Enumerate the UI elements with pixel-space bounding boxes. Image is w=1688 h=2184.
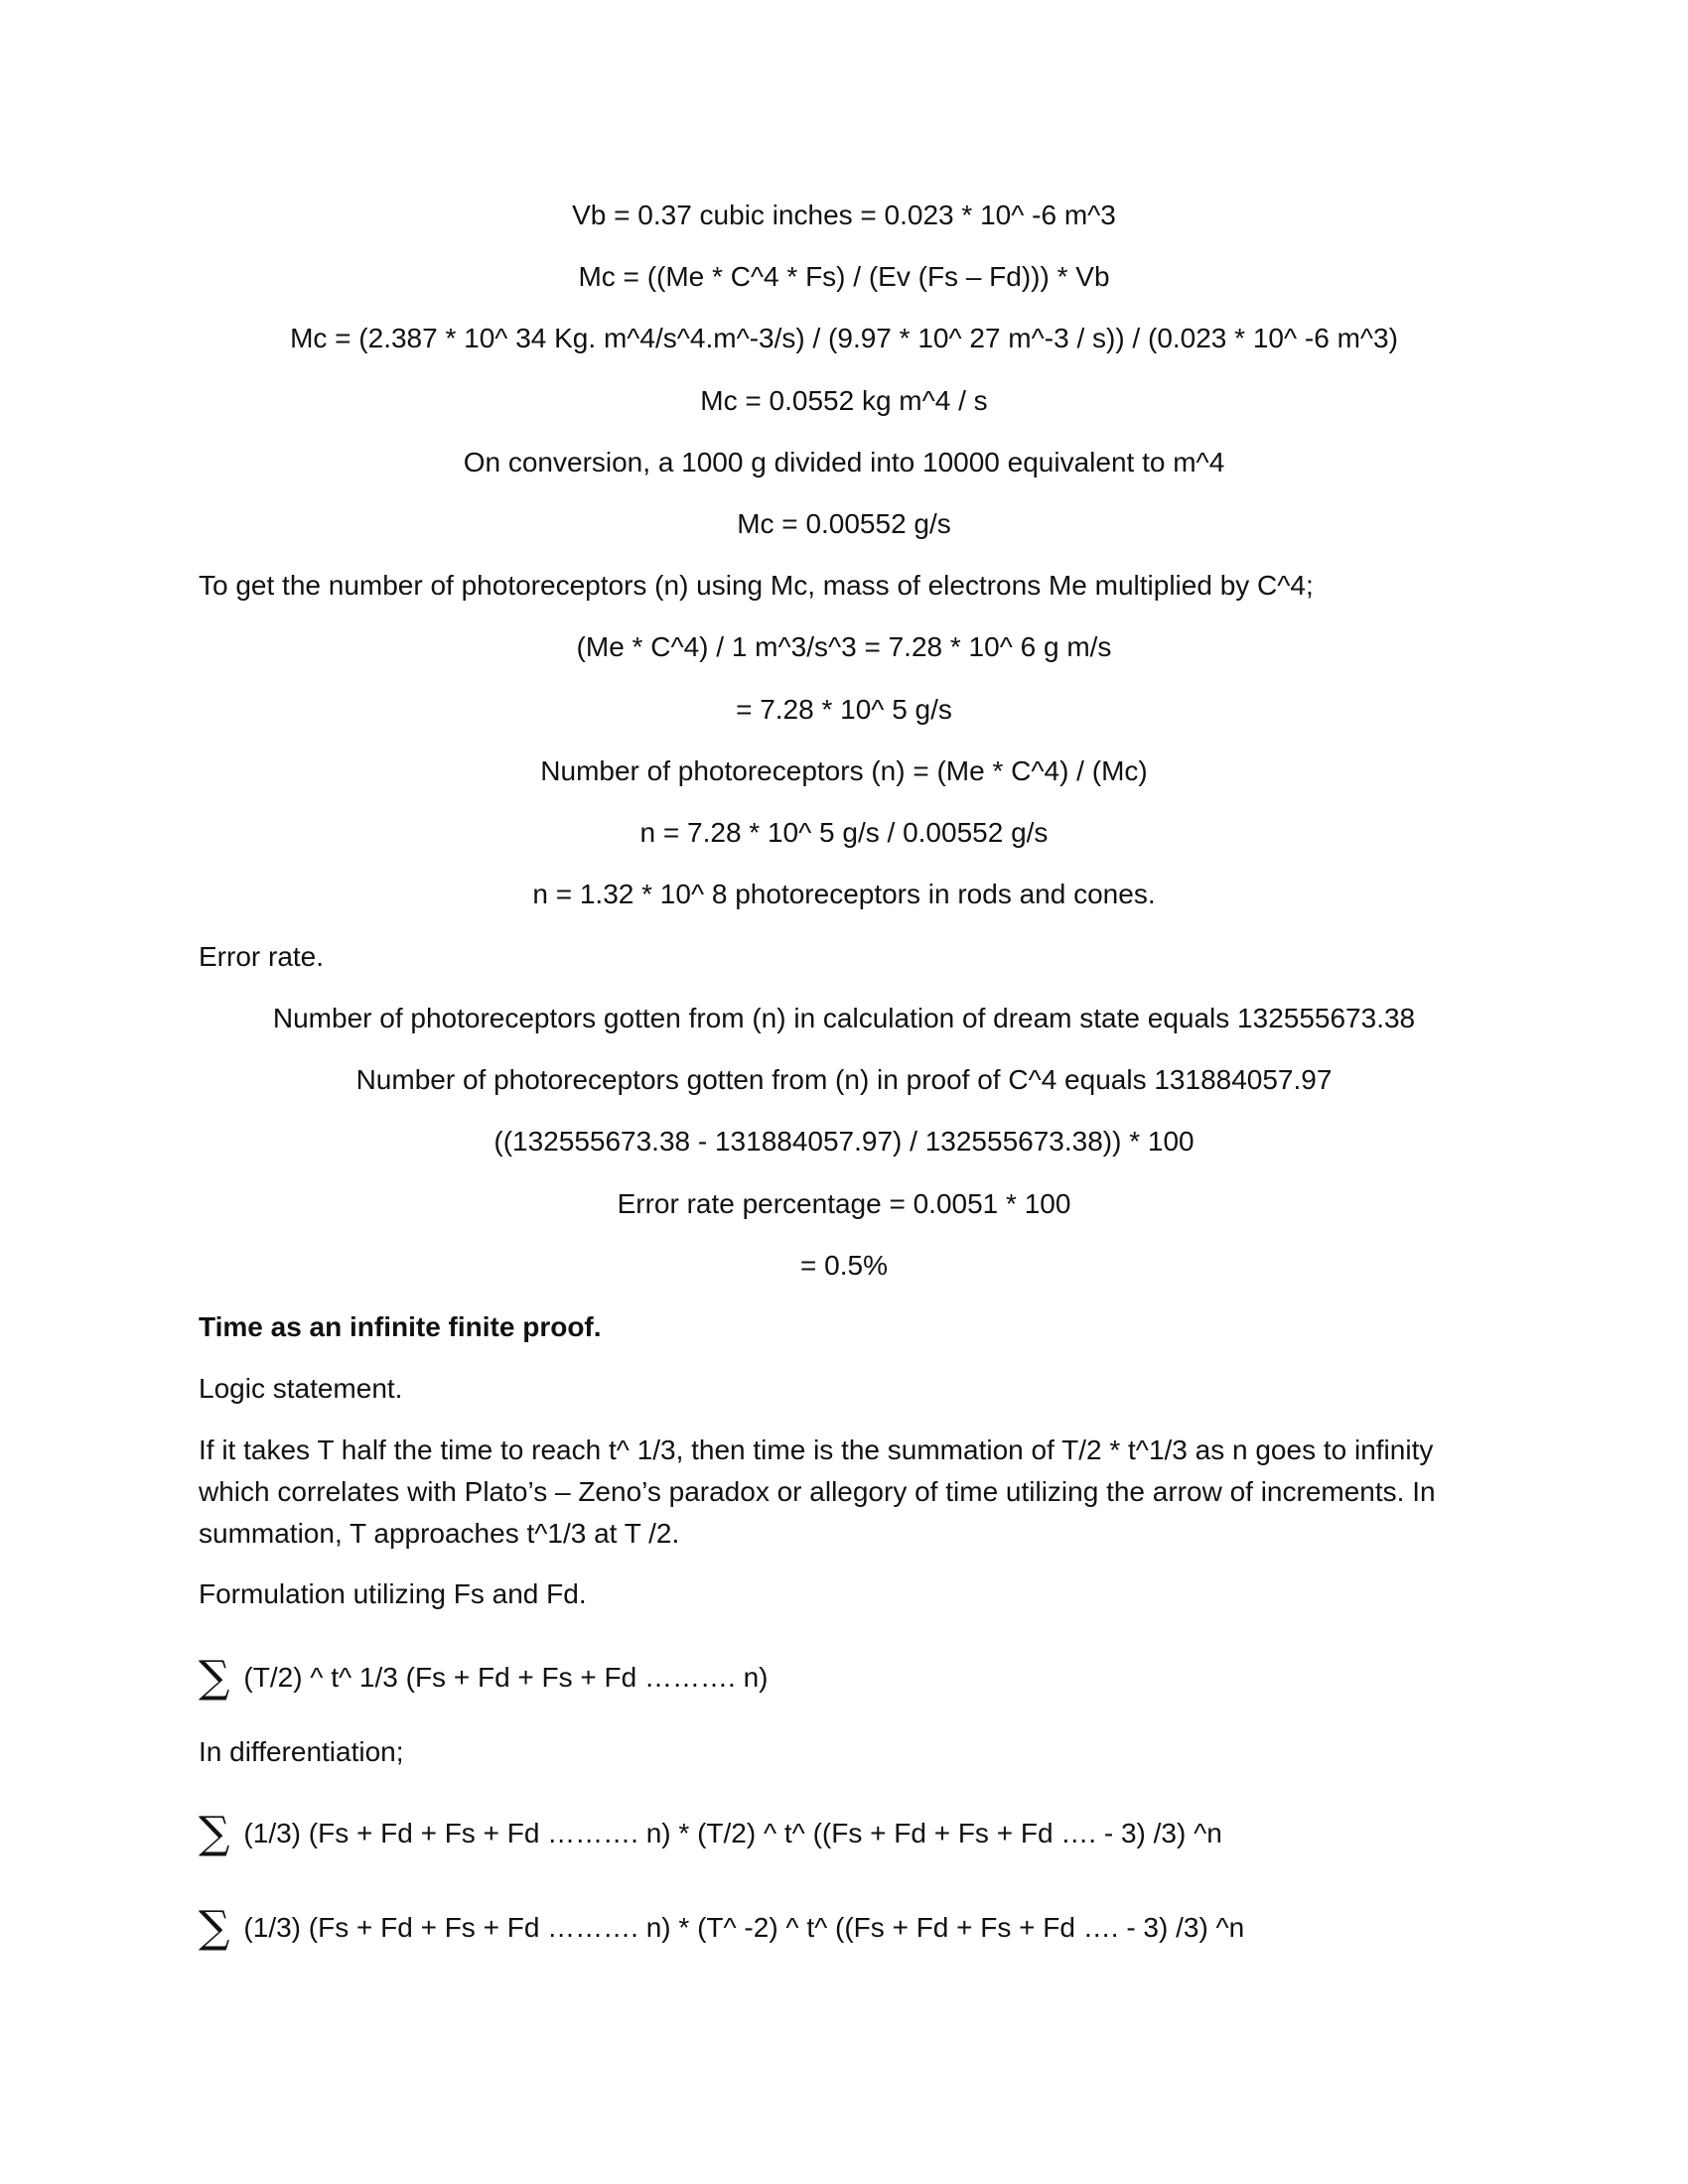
equation-me-c4-gs: = 7.28 * 10^ 5 g/s — [736, 694, 952, 725]
sigma-symbol: ∑ — [199, 1652, 230, 1703]
summation-1-expression: (T/2) ^ t^ 1/3 (Fs + Fd + Fs + Fd ………. n) — [243, 1662, 769, 1693]
summation-2 — [199, 1808, 1222, 1858]
equation-n-formula: Number of photoreceptors (n) = (Me * C^4) / (Mc) — [540, 755, 1148, 786]
conversion-note: On conversion, a 1000 g divided into 10000 equivalent to m^4 — [463, 447, 1225, 478]
equation-n-result: n = 1.32 * 10^ 8 photoreceptors in rods and cones. — [532, 879, 1156, 909]
equation-mc-gs: Mc = 0.00552 g/s — [737, 508, 951, 539]
error-dream-state: Number of photoreceptors gotten from (n) in calculation of dream state equals 132555673.38 — [272, 1003, 1416, 1033]
summation-2-expression: (1/3) (Fs + Fd + Fs + Fd ………. n) * (T/2) ^ t^ ((Fs + Fd + Fs + Fd …. - 3) /3) ^n — [243, 1818, 1222, 1848]
equation-mc-substitution: Mc = (2.387 * 10^ 34 Kg. m^4/s^4.m^-3/s) / (9.97 * 10^ 27 m^-3 / s)) / (0.023 * 10^ -6 m^3) — [290, 323, 1398, 353]
sigma-symbol: ∑ — [199, 1808, 230, 1858]
error-result: = 0.5% — [800, 1250, 888, 1281]
equation-vb: Vb = 0.37 cubic inches = 0.023 * 10^ -6 m^3 — [572, 200, 1116, 230]
equation-mc-kg: Mc = 0.0552 kg m^4 / s — [700, 385, 988, 416]
section-title: Time as an infinite finite proof. — [199, 1311, 602, 1342]
summation-1 — [199, 1652, 769, 1703]
error-percentage: Error rate percentage = 0.0051 * 100 — [617, 1188, 1071, 1219]
error-proof-c4: Number of photoreceptors gotten from (n) in proof of C^4 equals 131884057.97 — [355, 1064, 1333, 1095]
summation-3-expression: (1/3) (Fs + Fd + Fs + Fd ………. n) * (T^ -2) ^ t^ ((Fs + Fd + Fs + Fd …. - 3) /3) ^n — [243, 1912, 1245, 1943]
formulation-heading: Formulation utilizing Fs and Fd. — [199, 1578, 587, 1609]
logic-paragraph: If it takes T half the time to reach t^ 1/3, then time is the summation of T/2 * t^1/3 as n goes to infinity which correlates with Plato’s – Zeno’s paradox or allegory of time utilizing the arrow of increments. In summation, T approaches t^1/3 at T /2. — [199, 1434, 1436, 1549]
summation-3 — [199, 1902, 1245, 1953]
equation-mc-formula: Mc = ((Me * C^4 * Fs) / (Ev (Fs – Fd))) * Vb — [578, 261, 1110, 292]
logic-heading: Logic statement. — [199, 1373, 403, 1404]
equation-n-substitution: n = 7.28 * 10^ 5 g/s / 0.00552 g/s — [639, 817, 1049, 848]
photoreceptor-intro: To get the number of photoreceptors (n) using Mc, mass of electrons Me multiplied by C^4; — [199, 570, 1314, 601]
equation-me-c4: (Me * C^4) / 1 m^3/s^3 = 7.28 * 10^ 6 g m/s — [576, 631, 1112, 662]
differentiation-heading: In differentiation; — [199, 1736, 404, 1767]
error-formula: ((132555673.38 - 131884057.97) / 132555673.38)) * 100 — [493, 1126, 1195, 1157]
sigma-symbol: ∑ — [199, 1902, 230, 1953]
error-rate-heading: Error rate. — [199, 941, 325, 972]
